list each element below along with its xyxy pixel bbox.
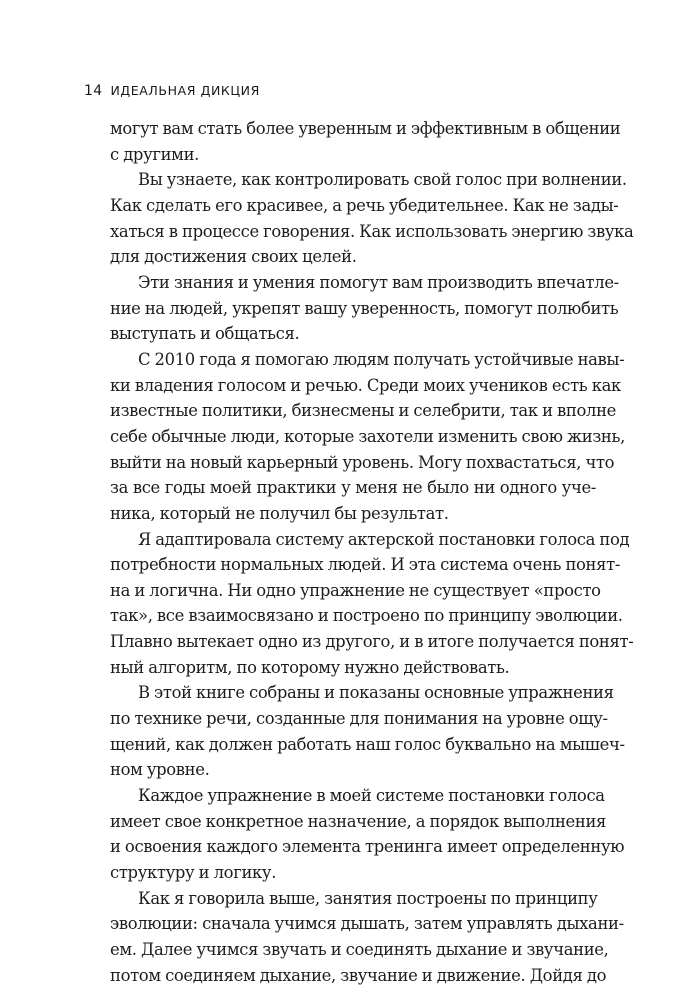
- text-line: могут вам стать более уверенным и эффективным в общении: [110, 119, 621, 138]
- running-title: ИДЕАЛЬНАЯ ДИКЦИЯ: [110, 83, 260, 98]
- text-line: известные политики, бизнесмены и селебрити, так и вполне: [110, 401, 617, 421]
- text-line: ки владения голосом и речью. Среди моих учеников есть как: [110, 375, 621, 395]
- text-line: имеет свое конкретное назначение, а порядок выполнения: [110, 811, 607, 831]
- text-line: Как я говорила выше, занятия построены по принципу: [138, 888, 598, 908]
- text-line: так», все взаимосвязано и построено по принципу эволюции.: [110, 606, 623, 626]
- text-line: за все годы моей практики у меня не было ни одного уче-: [110, 478, 596, 498]
- text-line: Я адаптировала систему актерской постановки голоса под: [138, 529, 630, 549]
- text-line: потребности нормальных людей. И эта система очень понят-: [110, 555, 621, 575]
- text-line: с другими.: [110, 144, 200, 164]
- text-line: для достижения своих целей.: [110, 247, 357, 267]
- text-line: ный алгоритм, по которому нужно действовать.: [110, 657, 510, 677]
- text-line: Вы узнаете, как контролировать свой голос при волнении.: [138, 170, 627, 190]
- text-line: выйти на новый карьерный уровень. Могу похвастаться, что: [110, 452, 615, 472]
- text-line: Плавно вытекает одно из другого, и в итоге получается понят-: [110, 632, 634, 652]
- text-line: С 2010 года я помогаю людям получать устойчивые навы-: [138, 349, 625, 369]
- text-line: щений, как должен работать наш голос буквально на мышеч-: [110, 734, 625, 754]
- text-line: Каждое упражнение в моей системе постановки голоса: [138, 786, 605, 806]
- text-line: структуру и логику.: [110, 863, 277, 883]
- text-line: эволюции: сначала учимся дышать, затем управлять дыхани-: [110, 914, 624, 934]
- text-line: выступать и общаться.: [110, 324, 300, 344]
- text-line: себе обычные люди, которые захотели изменить свою жизнь,: [110, 426, 625, 446]
- text-line: ном уровне.: [110, 760, 210, 780]
- text-line: и освоения каждого элемента тренинга имеет определенную: [110, 837, 625, 857]
- text-line: ника, который не получил бы результат.: [110, 503, 449, 523]
- text-line: ем. Далее учимся звучать и соединять дыхание и звучание,: [110, 940, 609, 959]
- text-line: ние на людей, укрепят вашу уверенность, помогут полюбить: [110, 298, 619, 318]
- text-line: потом соединяем дыхание, звучание и движение. Дойдя до: [110, 965, 607, 985]
- text-line: В этой книге собраны и показаны основные упражнения: [138, 683, 614, 703]
- text-line: на и логична. Ни одно упражнение не существует «просто: [110, 580, 601, 600]
- running-head: [84, 83, 260, 99]
- body-text: [110, 116, 634, 988]
- text-line: Как сделать его красивее, а речь убедительнее. Как не зады-: [110, 195, 619, 215]
- text-line: Эти знания и умения помогут вам производить впечатле-: [138, 272, 619, 292]
- text-line: хаться в процессе говорения. Как использовать энергию звука: [110, 221, 634, 241]
- page-number: 14: [84, 83, 103, 99]
- text-line: по технике речи, созданные для понимания на уровне ощу-: [110, 709, 608, 729]
